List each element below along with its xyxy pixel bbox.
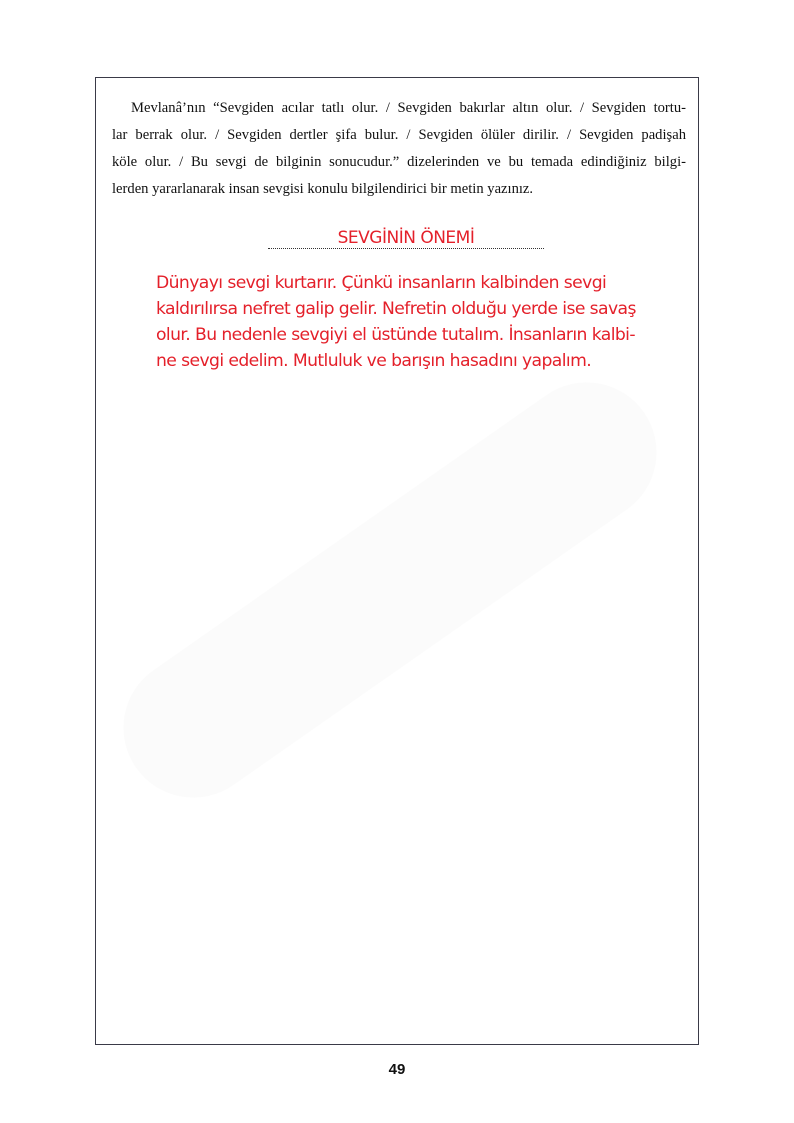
prompt-line: lerden yararlanarak insan sevgisi konulu bilgilendirici bir metin yazınız.	[112, 181, 534, 197]
prompt-line: köle olur. / Bu sevgi de bilginin sonucudur.” dizelerinden ve bu temada edindiğiniz bilgi-	[112, 154, 686, 170]
title-dotted-line	[268, 226, 544, 249]
answer-line: Dünyayı sevgi kurtarır. Çünkü insanların kalbinden sevgi	[156, 273, 607, 293]
question-prompt	[112, 95, 686, 203]
prompt-line: Mevlanâ’nın “Sevgiden acılar tatlı olur. / Sevgiden bakırlar altın olur. / Sevgiden tortu-	[131, 100, 686, 116]
prompt-line: lar berrak olur. / Sevgiden dertler şifa bulur. / Sevgiden ölüler dirilir. / Sevgiden padişah	[112, 127, 686, 143]
answer-line: olur. Bu nedenle sevgiyi el üstünde tutalım. İnsanların kalbi-	[156, 325, 635, 345]
handwritten-answer	[156, 270, 686, 374]
answer-line: kaldırılırsa nefret galip gelir. Nefretin olduğu yerde ise savaş	[156, 299, 636, 319]
answer-title: SEVGİNİN ÖNEMİ	[337, 228, 475, 248]
answer-box-frame	[95, 77, 699, 1045]
page-number: 49	[388, 1061, 406, 1078]
answer-line: ne sevgi edelim. Mutluluk ve barışın hasadını yapalım.	[156, 351, 592, 371]
